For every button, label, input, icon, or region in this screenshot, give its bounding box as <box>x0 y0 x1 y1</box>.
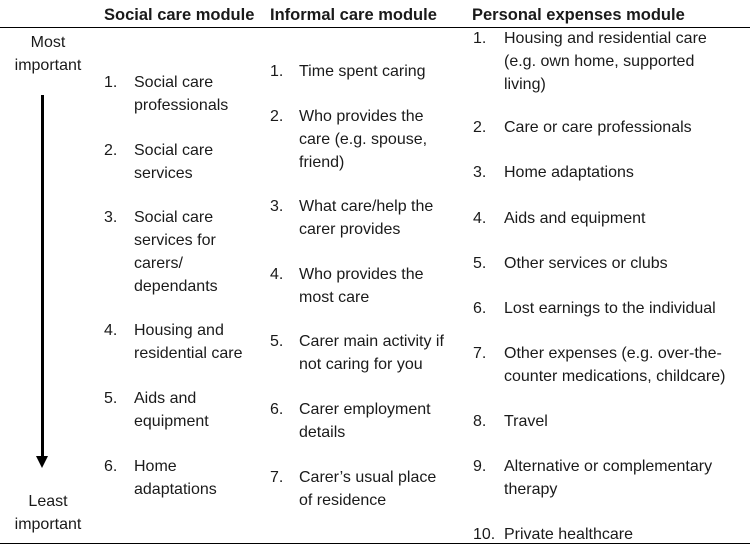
item-number: 6. <box>270 401 284 418</box>
item-text <box>299 398 479 444</box>
most-important-label <box>0 31 96 77</box>
item-text-line: Carer main activity if <box>299 333 444 350</box>
footer-rule <box>0 543 750 544</box>
item-text-line: equipment <box>134 413 209 430</box>
header-social-care: Social care module <box>104 6 255 24</box>
item-text <box>504 455 750 501</box>
item-text-line: Social care <box>134 142 214 159</box>
item-text-line: details <box>299 424 346 441</box>
item-text-line: Time spent caring <box>299 63 426 80</box>
item-text-line: Home <box>134 458 177 475</box>
item-text-line: professionals <box>134 97 229 114</box>
header-personal-expenses: Personal expenses module <box>472 6 685 24</box>
item-number: 1. <box>473 30 487 47</box>
item-text-line: Other services or clubs <box>504 255 668 272</box>
item-number: 2. <box>270 108 284 125</box>
item-text <box>504 27 750 96</box>
least-important-line-1: Least <box>28 493 68 510</box>
item-text-line: dependants <box>134 278 218 295</box>
item-text-line: services <box>134 165 193 182</box>
item-number: 9. <box>473 458 487 475</box>
item-text <box>299 105 479 174</box>
item-text-line: Aids and <box>134 390 197 407</box>
item-text <box>504 297 750 320</box>
item-text-line: Who provides the <box>299 108 424 125</box>
item-text-line: services for <box>134 232 216 249</box>
item-text <box>299 330 479 376</box>
item-text-line: Carer’s usual place <box>299 469 437 486</box>
item-text-line: carers/ <box>134 255 183 272</box>
item-text <box>504 342 750 388</box>
item-number: 7. <box>473 345 487 362</box>
item-number: 3. <box>270 198 284 215</box>
item-number: 5. <box>104 390 118 407</box>
item-text <box>504 410 750 433</box>
item-text-line: (e.g. own home, supported <box>504 53 695 70</box>
item-number: 7. <box>270 469 284 486</box>
item-text-line: Social care <box>134 209 214 226</box>
item-number: 8. <box>473 413 487 430</box>
item-text-line: What care/help the <box>299 198 434 215</box>
most-important-line-2: important <box>14 57 82 74</box>
item-text-line: Lost earnings to the individual <box>504 300 716 317</box>
item-text-line: Home adaptations <box>504 164 634 181</box>
item-text <box>134 139 294 185</box>
item-text-line: residential care <box>134 345 243 362</box>
item-text-line: adaptations <box>134 481 217 498</box>
item-text-line: therapy <box>504 481 558 498</box>
item-number: 2. <box>104 142 118 159</box>
item-number: 10. <box>473 526 496 543</box>
item-text-line: counter medications, childcare) <box>504 368 726 385</box>
item-text-line: Alternative or complementary <box>504 458 713 475</box>
item-text-line: care (e.g. spouse, <box>299 131 428 148</box>
item-number: 1. <box>270 63 284 80</box>
item-text-line: carer provides <box>299 221 401 238</box>
item-number: 4. <box>270 266 284 283</box>
most-important-line-1: Most <box>30 34 66 51</box>
least-important-line-2: important <box>14 516 82 533</box>
item-text <box>299 466 479 512</box>
item-number: 1. <box>104 74 118 91</box>
item-number: 2. <box>473 119 487 136</box>
item-text-line: Housing and residential care <box>504 30 707 47</box>
importance-arrow-shaft <box>41 95 44 457</box>
item-text <box>299 60 479 83</box>
item-number: 5. <box>270 333 284 350</box>
item-text-line: Carer employment <box>299 401 431 418</box>
importance-arrow-head <box>36 456 48 468</box>
item-text-line: friend) <box>299 154 345 171</box>
item-text-line: Private healthcare <box>504 526 633 543</box>
item-number: 4. <box>473 210 487 227</box>
item-text-line: Social care <box>134 74 214 91</box>
item-text <box>504 207 750 230</box>
item-text-line: Aids and equipment <box>504 210 646 227</box>
least-important-label <box>0 490 96 536</box>
item-text <box>299 263 479 309</box>
item-text <box>504 116 750 139</box>
item-text <box>504 161 750 184</box>
item-number: 6. <box>104 458 118 475</box>
item-number: 4. <box>104 322 118 339</box>
header-informal-care: Informal care module <box>270 6 437 24</box>
item-number: 3. <box>473 164 487 181</box>
item-text-line: living) <box>504 76 546 93</box>
item-text-line: Care or care professionals <box>504 119 692 136</box>
item-number: 3. <box>104 209 118 226</box>
item-text-line: Travel <box>504 413 548 430</box>
item-text <box>504 252 750 275</box>
item-text-line: Other expenses (e.g. over-the- <box>504 345 722 362</box>
item-text-line: Housing and <box>134 322 224 339</box>
item-text <box>299 195 479 241</box>
item-text-line: not caring for you <box>299 356 423 373</box>
item-text-line: most care <box>299 289 370 306</box>
item-text-line: Who provides the <box>299 266 424 283</box>
item-number: 6. <box>473 300 487 317</box>
item-number: 5. <box>473 255 487 272</box>
item-text-line: of residence <box>299 492 387 509</box>
